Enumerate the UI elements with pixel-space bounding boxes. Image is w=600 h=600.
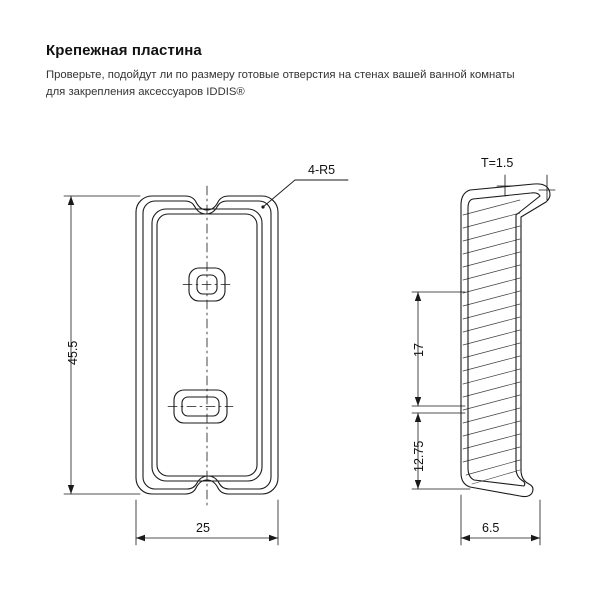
side-view-outline	[461, 184, 550, 497]
thickness-leader	[497, 175, 555, 200]
subtitle-line-2: для закрепления аксессуаров IDDIS®	[46, 85, 245, 98]
lower-slot	[168, 390, 233, 423]
radius-leader	[261, 180, 348, 209]
dim-label-thickness: T=1.5	[481, 156, 514, 170]
subtitle-line-1: Проверьте, подойдут ли по размеру готовые отверстия на стенах вашей ванной комнаты	[46, 69, 515, 81]
page-title: Крепежная пластина	[46, 42, 202, 59]
dim-label-height-45-5: 45.5	[66, 340, 80, 365]
dim-depth-6-5	[461, 495, 540, 545]
dim-label-corner-radius: 4-R5	[308, 163, 336, 177]
dim-label-depth-6-5: 6.5	[482, 521, 500, 535]
dim-label-width-25: 25	[196, 521, 210, 535]
dim-label-height-17: 17	[412, 343, 426, 357]
dim-label-height-12-75: 12.75	[412, 440, 426, 472]
side-view-hatching	[463, 200, 520, 484]
